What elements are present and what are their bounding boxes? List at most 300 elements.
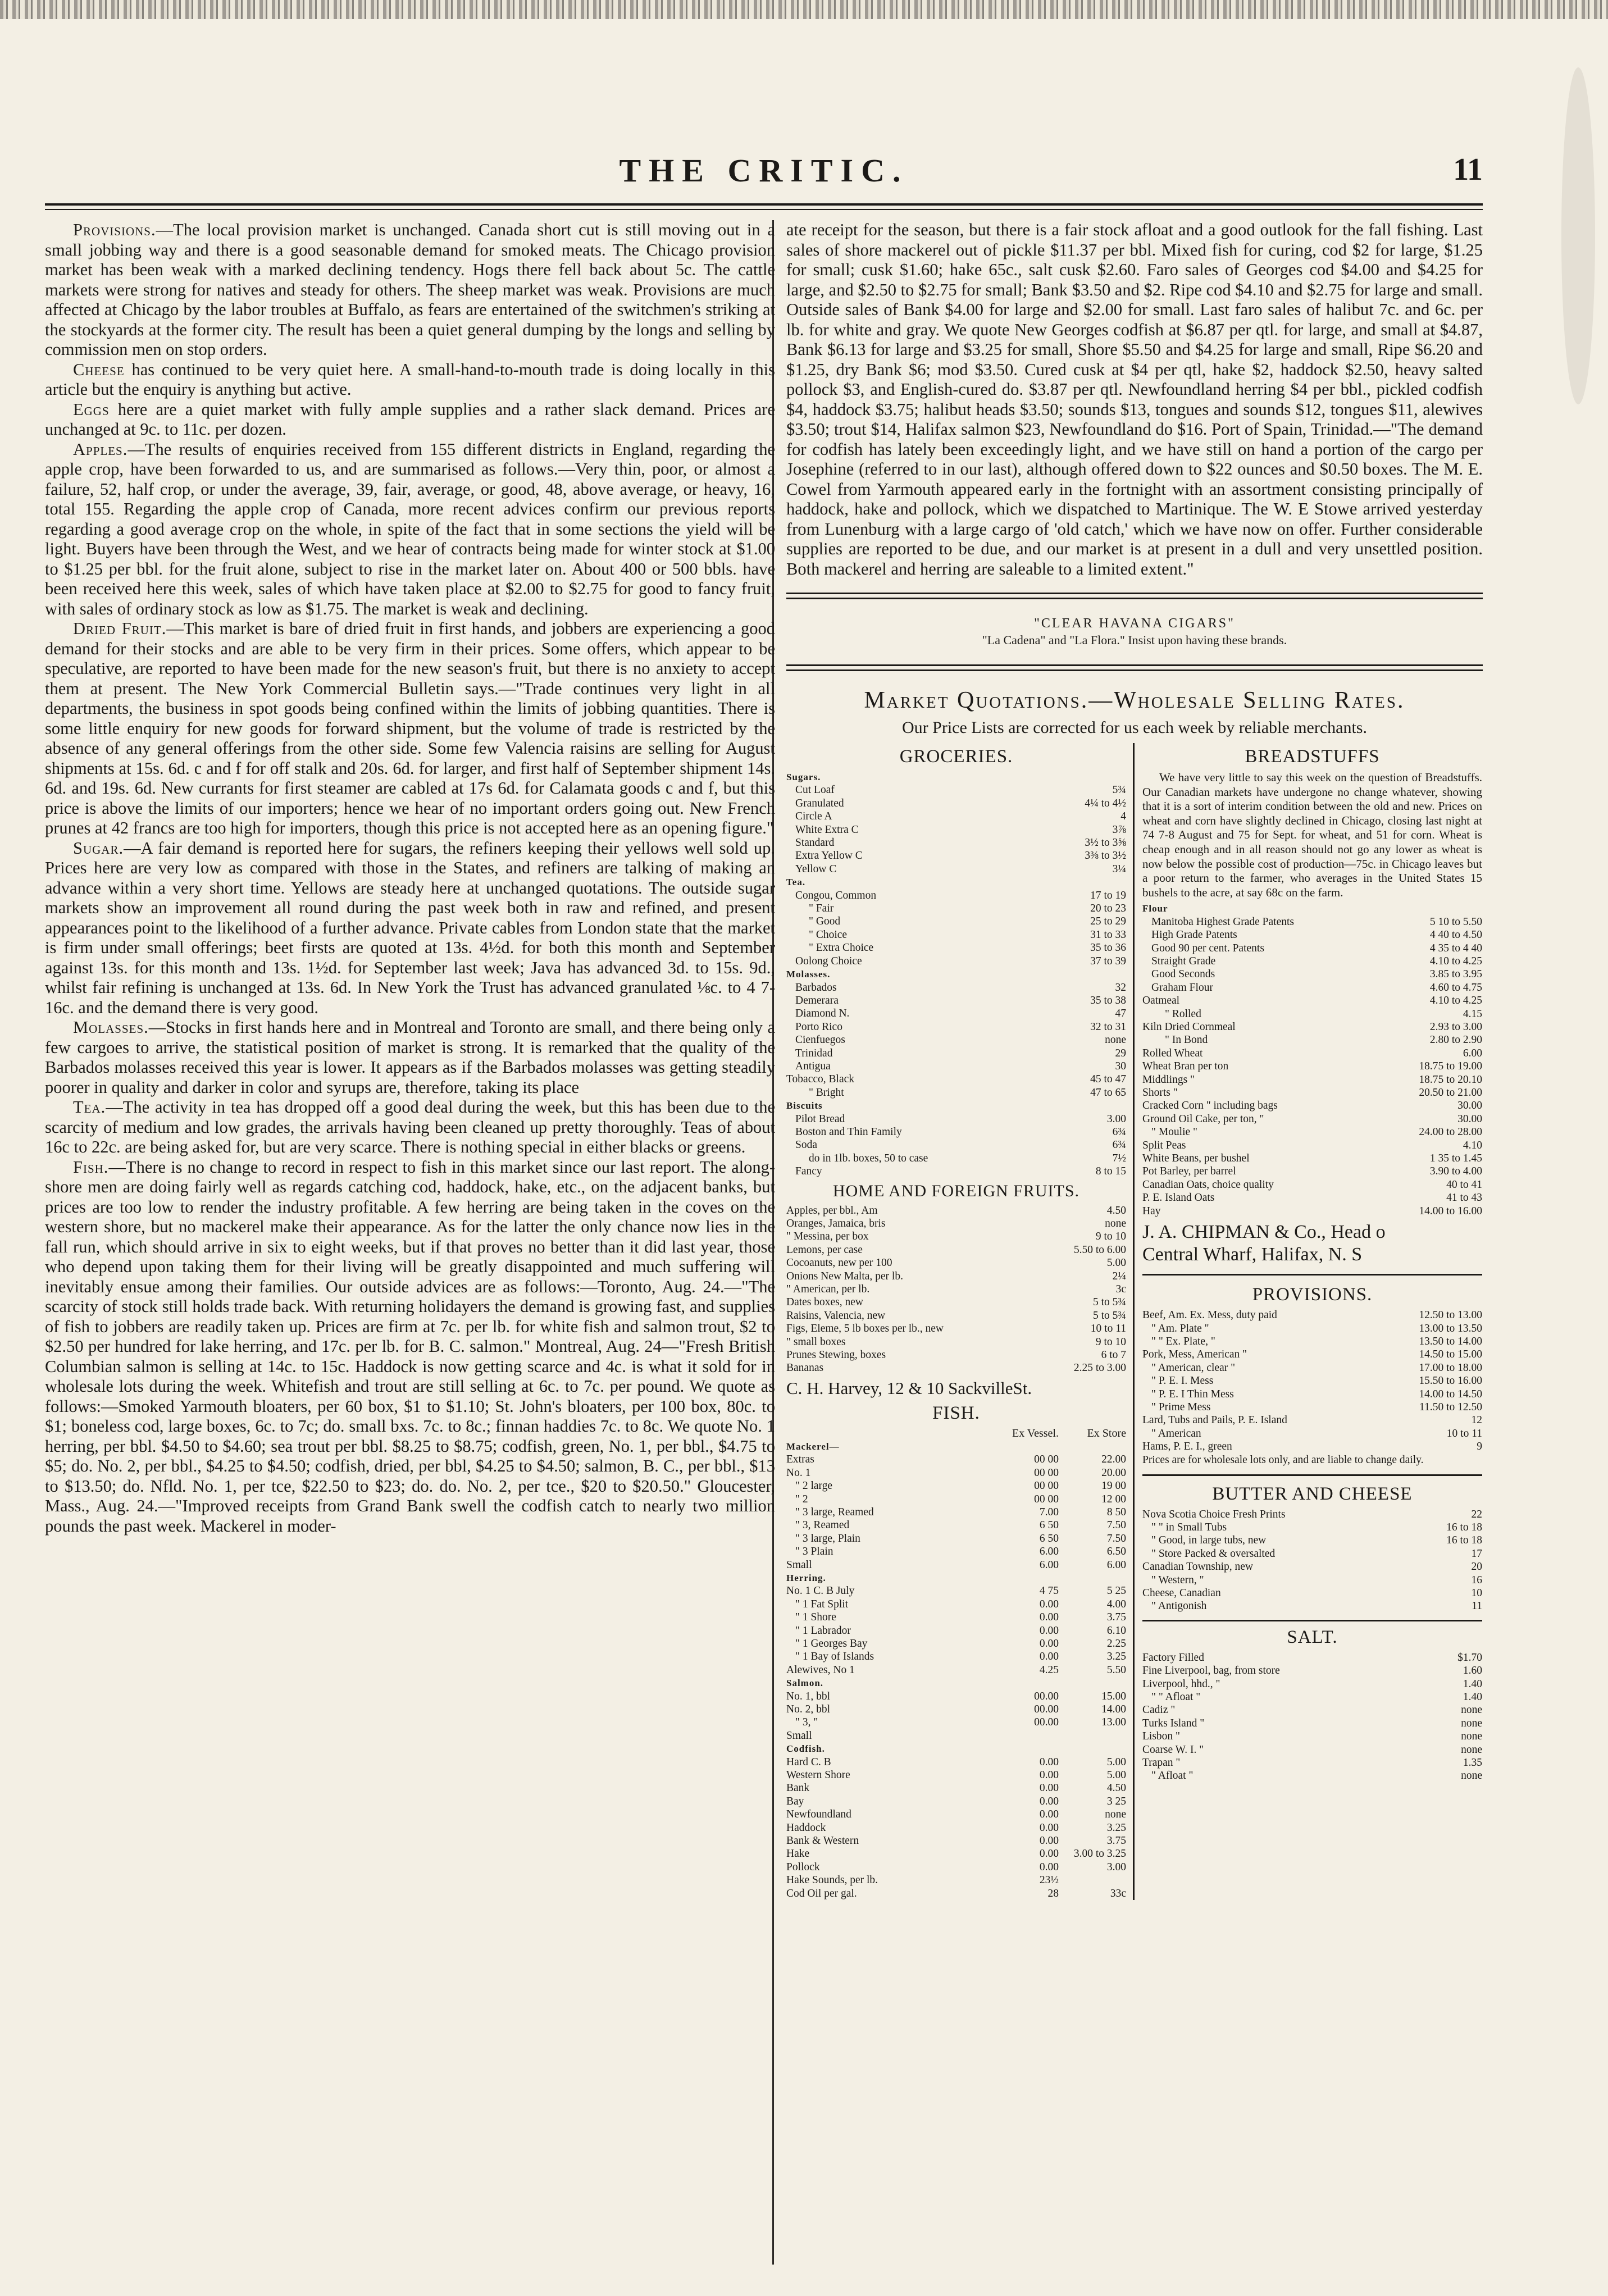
fish-title: FISH.	[932, 1402, 980, 1423]
fish-col-ex-vessel: Ex Vessel.	[1012, 1427, 1059, 1439]
right-column	[786, 220, 1483, 1900]
item-label: Rolled Wheat	[1142, 1047, 1203, 1059]
price-row	[786, 1664, 1126, 1677]
price-row	[1142, 942, 1482, 955]
price-row	[1142, 1086, 1482, 1099]
price-row	[1142, 1717, 1482, 1730]
item-label: Boston and Thin Family	[795, 1126, 902, 1138]
price-row	[1142, 1322, 1482, 1335]
item-price: 30.00	[1457, 1100, 1482, 1112]
price-row	[786, 1769, 1126, 1782]
item-price: 35 to 38	[1090, 994, 1126, 1006]
item-label: Wheat Bran per ton	[1142, 1060, 1229, 1073]
price-ex-vessel: 28	[1047, 1887, 1059, 1899]
item-price: 4.10 to 4.25	[1429, 955, 1482, 967]
item-price: 3.00	[1106, 1113, 1126, 1125]
item-label: Lard, Tubs and Pails, P. E. Island	[1142, 1414, 1287, 1427]
price-row	[786, 1493, 1126, 1506]
item-label: Canadian Township, new	[1142, 1561, 1254, 1573]
price-ex-vessel: 0.00	[1039, 1637, 1059, 1650]
item-price: 1 35 to 1.45	[1429, 1152, 1482, 1165]
price-ex-vessel: 6 50	[1039, 1519, 1059, 1532]
item-label: Herring.	[786, 1572, 826, 1583]
item-label: Apples, per bbl., Am	[786, 1204, 878, 1217]
item-label: " American, per lb.	[786, 1283, 870, 1296]
paragraph-body: —The local provision market is unchanged. Canada short cut is still moving out in a small jobbing way and there is a good seasonable demand for smoked meats. The Chicago provision market has been weak with a marked declining tendency. Hogs there fell back about 5c. The cattle markets were strong for natives and steady for others. The sheep market was weak. Provisions are much affected at Chicago by the labor troubles at Buffalo, as fears are entertained of the switchmen's striking at the stockyards at the former city. The result has been a quiet general dumping by the longs and selling by commission men on stop orders.	[45, 220, 775, 359]
price-ex-store: 22.00	[1101, 1454, 1126, 1466]
price-ex-store: 8 50	[1106, 1506, 1126, 1518]
paragraph-lead: Eggs	[73, 399, 110, 419]
item-label: Lemons, per case	[786, 1243, 863, 1256]
item-label: White Extra C	[795, 823, 859, 836]
price-row	[786, 1834, 1126, 1847]
price-row	[1142, 1060, 1482, 1073]
item-label: Cod Oil per gal.	[786, 1887, 857, 1899]
price-ex-vessel: 0.00	[1039, 1598, 1059, 1610]
price-ex-store: 4.50	[1106, 1782, 1126, 1794]
price-ex-vessel: 0.00	[1039, 1769, 1059, 1782]
item-price: 9 to 10	[1095, 1336, 1126, 1348]
price-row	[1142, 1348, 1482, 1361]
item-label: Straight Grade	[1151, 955, 1216, 967]
item-label: " 3, Reamed	[795, 1519, 850, 1532]
item-price: 20.50 to 21.00	[1419, 1087, 1482, 1099]
price-ex-vessel: 00 00	[1034, 1454, 1059, 1466]
price-row	[1142, 1008, 1482, 1021]
price-ex-store: 12 00	[1101, 1493, 1126, 1505]
item-price: 8 to 15	[1095, 1165, 1126, 1178]
item-label: Pot Barley, per barrel	[1142, 1165, 1236, 1178]
item-label: Yellow C	[795, 863, 837, 875]
price-ex-vessel: 0.00	[1039, 1651, 1059, 1663]
price-ex-store: 5.00	[1106, 1769, 1126, 1782]
price-ex-store: 4.00	[1106, 1598, 1126, 1610]
price-row	[786, 1584, 1126, 1597]
price-ex-vessel: 00.00	[1034, 1690, 1059, 1702]
item-label: " 3 large, Plain	[795, 1532, 860, 1545]
price-row	[786, 810, 1126, 823]
price-row	[786, 1532, 1126, 1545]
price-ex-store	[1059, 1677, 1126, 1689]
item-label: Lisbon "	[1142, 1730, 1181, 1743]
item-price: 5.00	[1106, 1257, 1126, 1269]
item-label: " P. E. I. Mess	[1151, 1375, 1214, 1387]
price-row	[786, 876, 1126, 889]
price-row	[786, 1887, 1126, 1900]
price-row	[1142, 1427, 1482, 1440]
price-ex-vessel	[1005, 1677, 1059, 1689]
item-price: 4.10 to 4.25	[1429, 995, 1482, 1007]
item-label: Mackerel—	[786, 1441, 840, 1452]
item-price: 17	[1471, 1547, 1482, 1560]
item-label: Oolong Choice	[795, 955, 862, 967]
item-label: High Grade Patents	[1151, 929, 1237, 941]
item-label: Western Shore	[786, 1769, 850, 1782]
price-row	[1142, 1743, 1482, 1756]
item-label: Soda	[795, 1139, 817, 1151]
price-row	[786, 1165, 1126, 1178]
price-ex-store: 3.75	[1106, 1611, 1126, 1624]
price-row	[1142, 1756, 1482, 1769]
item-label: Bank	[786, 1782, 810, 1794]
price-row	[786, 1637, 1126, 1650]
item-label: Nova Scotia Choice Fresh Prints	[1142, 1508, 1286, 1520]
price-row	[786, 1716, 1126, 1729]
price-ex-store: 6.00	[1106, 1559, 1126, 1571]
price-ex-vessel: 0.00	[1039, 1782, 1059, 1794]
price-ex-vessel: 6 50	[1039, 1532, 1059, 1545]
item-label: " Afloat "	[1151, 1770, 1194, 1782]
item-price: 37 to 39	[1090, 955, 1126, 967]
price-row	[786, 1821, 1126, 1834]
item-price: 15.50 to 16.00	[1419, 1375, 1482, 1387]
price-ex-vessel: 0.00	[1039, 1848, 1059, 1860]
item-price: none	[1461, 1704, 1482, 1716]
price-row	[1142, 1374, 1482, 1387]
item-label: No. 1, bbl	[786, 1690, 830, 1702]
item-label: Alewives, No 1	[786, 1664, 855, 1676]
price-row	[786, 823, 1126, 836]
article-paragraph	[45, 400, 775, 440]
item-label: No. 1 C. B July	[786, 1585, 855, 1597]
item-price: 10 to 11	[1446, 1427, 1482, 1439]
item-price: 24.00 to 28.00	[1419, 1126, 1482, 1138]
item-price: 2.93 to 3.00	[1429, 1021, 1482, 1033]
price-row	[1142, 1021, 1482, 1033]
item-price: 35 to 36	[1090, 942, 1126, 954]
item-label: " 1 Bay of Islands	[795, 1651, 874, 1663]
paragraph-lead: Apples.	[73, 439, 128, 459]
item-price: 2.80 to 2.90	[1429, 1034, 1482, 1046]
item-label: Hake	[786, 1848, 810, 1860]
paragraph-body: —Stocks in first hands here and in Montreal and Toronto are small, and there being only a few cargoes to arrive, the statistical position of market is strong. It is remarked that the quality of the Barbados molasses received this year is lower. It appears as if the Barbados molasses was getting steadily poorer in quality and darker in color and syrups are, therefore, taking its place	[45, 1018, 775, 1097]
left-column	[45, 220, 775, 1536]
item-label: Dates boxes, new	[786, 1296, 864, 1309]
fish-col-ex-store: Ex Store	[1087, 1427, 1126, 1439]
item-price: 3⅜ to 3½	[1085, 850, 1126, 862]
item-label: " Store Packed & oversalted	[1151, 1547, 1276, 1560]
section-rule	[786, 593, 1483, 599]
price-row	[1142, 1126, 1482, 1138]
item-price: none	[1105, 1034, 1126, 1046]
article-paragraph	[45, 220, 775, 360]
item-label: " Moulie "	[1151, 1126, 1197, 1138]
price-row	[786, 1086, 1126, 1099]
item-label: do in 1lb. boxes, 50 to case	[809, 1152, 928, 1164]
item-label: Demerara	[795, 994, 839, 1006]
price-ex-store: 33c	[1110, 1887, 1126, 1899]
price-row	[1142, 1664, 1482, 1677]
price-row	[786, 836, 1126, 849]
price-row	[786, 1047, 1126, 1060]
item-label: Cracked Corn " including bags	[1142, 1100, 1278, 1112]
price-row	[786, 1466, 1126, 1479]
price-ex-store: 19 00	[1101, 1480, 1126, 1492]
item-label: Antigua	[795, 1060, 831, 1072]
price-row	[786, 1283, 1126, 1296]
price-row	[786, 994, 1126, 1007]
price-row	[786, 928, 1126, 941]
price-row	[1142, 902, 1482, 915]
item-price: 32	[1115, 981, 1126, 994]
item-label: Cienfuegos	[795, 1034, 845, 1046]
price-ex-store: 13.00	[1101, 1716, 1126, 1729]
price-row	[1142, 1205, 1482, 1218]
item-price	[1428, 902, 1482, 915]
masthead: THE CRITIC.	[619, 152, 909, 189]
item-label: Extra Yellow C	[795, 850, 863, 862]
item-label: Middlings "	[1142, 1073, 1195, 1086]
item-price: 5.50 to 6.00	[1073, 1243, 1126, 1256]
item-price: 6 to 7	[1101, 1349, 1126, 1361]
item-price: 41 to 43	[1446, 1192, 1482, 1204]
price-ex-store: 7.50	[1106, 1519, 1126, 1532]
salt-table	[1142, 1651, 1482, 1783]
item-label: " small boxes	[786, 1336, 846, 1348]
paragraph-lead: Sugar.	[73, 838, 124, 858]
price-row	[1142, 1703, 1482, 1716]
price-ex-vessel: 7.00	[1039, 1506, 1059, 1518]
price-row	[786, 1506, 1126, 1519]
item-price: 40 to 41	[1446, 1178, 1482, 1191]
item-label: Good Seconds	[1151, 968, 1215, 981]
item-price: 5 to 5¾	[1092, 1296, 1126, 1309]
item-label: Cut Loaf	[795, 784, 835, 796]
item-price: 17.00 to 18.00	[1419, 1361, 1482, 1374]
item-label: " Rolled	[1165, 1008, 1201, 1020]
price-row	[786, 941, 1126, 954]
paragraph-lead: Molasses.	[73, 1018, 149, 1037]
item-label: Standard	[795, 837, 835, 849]
price-row	[1142, 1113, 1482, 1126]
item-price: 14.00 to 16.00	[1419, 1205, 1482, 1217]
item-label: " 3 Plain	[795, 1546, 833, 1558]
item-price: 1.35	[1463, 1757, 1482, 1769]
price-row	[786, 1453, 1126, 1466]
item-price: 3.85 to 3.95	[1429, 968, 1482, 981]
price-row	[1142, 968, 1482, 981]
item-label: Cadiz "	[1142, 1704, 1176, 1716]
price-ex-store: 6.50	[1106, 1546, 1126, 1558]
price-ex-store	[1059, 1874, 1126, 1887]
price-ex-vessel	[1005, 1729, 1059, 1742]
price-row	[1142, 1547, 1482, 1560]
item-price: 9 to 10	[1095, 1231, 1126, 1243]
item-price: 9	[1477, 1441, 1482, 1453]
item-label: " Am. Plate "	[1151, 1322, 1209, 1334]
price-row	[1142, 1073, 1482, 1086]
price-ex-vessel: 0.00	[1039, 1808, 1059, 1821]
price-ex-store	[1059, 1729, 1126, 1742]
item-label: " P. E. I Thin Mess	[1151, 1388, 1234, 1400]
price-row	[1142, 1574, 1482, 1587]
fish-table	[786, 1440, 1126, 1900]
price-row	[1142, 1165, 1482, 1178]
price-row	[1142, 1178, 1482, 1191]
item-label: " Messina, per box	[786, 1231, 869, 1243]
price-row	[786, 1204, 1126, 1217]
paragraph-body: —A fair demand is reported here for sugars, the refiners keeping their yellows well sold up. Prices here are very low as compared with those in the States, and refiners are talking of making an advance within a very short time. Yellows are steady here at unchanged quotations. The outside sugar markets show an improvement all round during the past week both in raw and refined, and present appearances point to the likelihood of a further advance. Private cables from London state that the market is firm under small offerings; beet firsts are quoted at 13s. 4½d. for both this month and September against 13s. for this month and 13s. 1½d. for September last week; Java has advanced 3d. to 15s. 9d., whilst fair refining is unchanged at 13s. 6d. In New York the Trust has advanced granulated ⅛c. to 4 7-16c. and the demand there is very good.	[45, 838, 775, 1017]
item-price: 17 to 19	[1090, 889, 1126, 901]
item-label: Shorts "	[1142, 1087, 1178, 1099]
item-label: Good 90 per cent. Patents	[1151, 942, 1264, 954]
price-ex-vessel: 0.00	[1039, 1795, 1059, 1807]
fruits-title: HOME AND FOREIGN FRUITS.	[832, 1181, 1080, 1200]
item-label: Fancy	[795, 1165, 822, 1178]
paragraph-lead: Dried Fruit.	[73, 619, 167, 638]
price-row	[1142, 955, 1482, 968]
item-label: Barbados	[795, 981, 837, 994]
paragraph-lead: Cheese	[73, 359, 125, 379]
item-label: Split Peas	[1142, 1139, 1186, 1151]
item-label: Pollock	[786, 1861, 820, 1873]
price-row	[786, 783, 1126, 796]
item-price: 3c	[1115, 1283, 1126, 1296]
price-row	[786, 1033, 1126, 1046]
item-label: Beef, Am. Ex. Mess, duty paid	[1142, 1309, 1277, 1322]
item-label: " 2 large	[795, 1480, 833, 1492]
price-ex-store: 5.00	[1106, 1756, 1126, 1768]
breadstuffs-credit-1: J. A. CHIPMAN & Co., Head o	[1142, 1222, 1386, 1243]
item-price: 20	[1471, 1561, 1482, 1573]
item-label: Hake Sounds, per lb.	[786, 1874, 878, 1887]
item-label: Prunes Stewing, boxes	[786, 1349, 886, 1361]
paragraph-lead: Provisions.	[73, 220, 156, 239]
item-price: 1.40	[1463, 1678, 1482, 1690]
item-price: 18.75 to 20.10	[1419, 1073, 1482, 1086]
article-paragraph	[45, 1018, 775, 1097]
price-row	[786, 797, 1126, 810]
item-price: 10	[1471, 1587, 1482, 1599]
price-row	[1142, 1414, 1482, 1427]
price-ex-store: 20.00	[1101, 1466, 1126, 1479]
price-row	[786, 863, 1126, 876]
item-price: 7½	[1112, 1152, 1126, 1164]
provisions-title: PROVISIONS.	[1252, 1284, 1373, 1305]
price-row	[786, 1243, 1126, 1256]
article-paragraph	[45, 1158, 775, 1537]
item-label: Canadian Oats, choice quality	[1142, 1178, 1274, 1191]
item-label: Granulated	[795, 797, 844, 809]
salt-title: SALT.	[1287, 1627, 1338, 1647]
item-label: Oranges, Jamaica, bris	[786, 1218, 886, 1229]
price-row	[1142, 1651, 1482, 1664]
price-row	[786, 1440, 1126, 1453]
fruits-credit: C. H. Harvey, 12 & 10 SackvilleSt.	[786, 1378, 1032, 1398]
price-row	[786, 1152, 1126, 1165]
page-header	[45, 152, 1483, 197]
item-label: " Fair	[809, 903, 834, 915]
item-label: Pilot Bread	[795, 1113, 845, 1125]
header-rule	[45, 203, 1483, 206]
item-price: 3½ to 3⅝	[1085, 837, 1126, 849]
groceries-title: GROCERIES.	[899, 746, 1013, 767]
price-row	[1142, 1309, 1482, 1322]
price-ex-store: 3.00 to 3.25	[1073, 1848, 1126, 1860]
item-label: Bank & Western	[786, 1835, 859, 1847]
price-row	[786, 1690, 1126, 1703]
cigar-ad-title: "CLEAR HAVANA CIGARS"	[1034, 616, 1235, 631]
price-row	[786, 1230, 1126, 1243]
section-rule	[786, 664, 1483, 671]
item-price: 18.75 to 19.00	[1419, 1060, 1482, 1073]
price-row	[1142, 981, 1482, 994]
item-price: 5¾	[1112, 784, 1126, 796]
item-price	[1072, 968, 1126, 981]
item-price: 32 to 31	[1090, 1021, 1126, 1033]
price-row	[786, 1270, 1126, 1283]
price-row	[1142, 1335, 1482, 1348]
item-label: Sugars.	[786, 772, 821, 782]
item-price: none	[1461, 1717, 1482, 1729]
item-price: 45 to 47	[1090, 1073, 1126, 1086]
price-row	[786, 1703, 1126, 1716]
price-ex-store	[1059, 1440, 1126, 1453]
price-row	[786, 1545, 1126, 1558]
price-row	[1142, 1047, 1482, 1060]
quotations-left	[786, 743, 1135, 1900]
item-price: 13.50 to 14.00	[1419, 1335, 1482, 1347]
price-ex-store: 14.00	[1101, 1703, 1126, 1715]
breadstuffs-text: We have very little to say this week on the question of Breadstuffs. Our Canadian markets have undergone no change whatever, showing that it is a sort of interim condition between the old and new. Prices on wheat and corn have slightly declined in Chicago, closing last night at 74 7-8 August and 75 for Sept. for wheat, and 51 for corn. Wheat is cheap enough and in all reason should not go any lower as wheat is now below the possible cost of production—75c. in Chicago leaves but a poor return to the farmer, who averages in the United States 15 bushels to the acre, at say 68c on the farm.	[1142, 771, 1482, 899]
price-row	[786, 1861, 1126, 1874]
header-rule-thin	[45, 209, 1483, 210]
price-row	[1142, 994, 1482, 1007]
item-price: 6¾	[1112, 1126, 1126, 1138]
item-price: 11	[1472, 1600, 1482, 1612]
price-row	[1142, 1560, 1482, 1573]
item-label: Flour	[1142, 903, 1168, 914]
item-price: 11.50 to 12.50	[1419, 1401, 1482, 1413]
price-row	[786, 1479, 1126, 1492]
paper-stain	[1561, 67, 1595, 404]
price-ex-store: 5.50	[1106, 1664, 1126, 1676]
paragraph-body: —This market is bare of dried fruit in first hands, and jobbers are experiencing a good demand for their stocks and are able to be very firm in their prices. Some offers, which appear to be speculative, are reported to have been made for the new season's fruit, but there is no anxiety to accept them at present. The New York Commercial Bulletin says.—"Trade continues very light in all departments, the business in spot goods being confined within the limits of jobbing quantities. There is some little enquiry for new goods for forward shipment, but the volume of trade is restricted by the absence of any general offerings from the other side. Some few Valencia raisins are selling for August shipments at 15s. 6d. c and f for off stalk and 20s. 6d. for larger, and first half of September shipment 14s. 6d. and 19s. 6d. New currants for first steamer are cabled at 17s 6d. for Calamata goods c and f, but this price is above the limits of our importers; hence we hear of no important orders going out. New French prunes at 42 francs are too high for importers, though this price is not accepted here as an opening figure."	[45, 619, 775, 837]
item-price: 14.00 to 14.50	[1419, 1388, 1482, 1400]
item-label: " 2	[795, 1493, 808, 1505]
item-price: 30	[1115, 1060, 1126, 1072]
item-price: 13.00 to 13.50	[1419, 1322, 1482, 1334]
price-ex-store: 5 25	[1106, 1585, 1126, 1597]
price-row	[1142, 1587, 1482, 1600]
price-row	[1142, 1152, 1482, 1165]
groceries-table	[786, 771, 1126, 1178]
paragraph-lead: Tea.	[73, 1097, 106, 1117]
price-ex-vessel: 00 00	[1034, 1466, 1059, 1479]
item-price: 4 35 to 4 40	[1429, 942, 1482, 954]
price-row	[1142, 1730, 1482, 1743]
item-price: 47 to 65	[1090, 1086, 1126, 1099]
price-ex-store: 3.00	[1106, 1861, 1126, 1873]
price-row	[786, 968, 1126, 981]
item-label: " 3 large, Reamed	[795, 1506, 874, 1518]
price-ex-vessel	[1005, 1742, 1059, 1755]
item-label: " " Afloat "	[1151, 1691, 1201, 1703]
price-row	[786, 1571, 1126, 1584]
price-ex-vessel: 00.00	[1034, 1716, 1059, 1729]
item-label: Circle A	[795, 810, 832, 823]
price-ex-store: 3.75	[1106, 1835, 1126, 1847]
item-price: 6.00	[1463, 1047, 1482, 1059]
butter-cheese-title: BUTTER AND CHEESE	[1212, 1483, 1413, 1504]
item-label: Trapan "	[1142, 1757, 1181, 1769]
price-row	[1142, 1534, 1482, 1547]
price-row	[1142, 1691, 1482, 1703]
price-row	[1142, 1440, 1482, 1453]
item-price	[1072, 876, 1126, 889]
price-row	[1142, 1139, 1482, 1152]
item-price: 4 40 to 4.50	[1429, 929, 1482, 941]
